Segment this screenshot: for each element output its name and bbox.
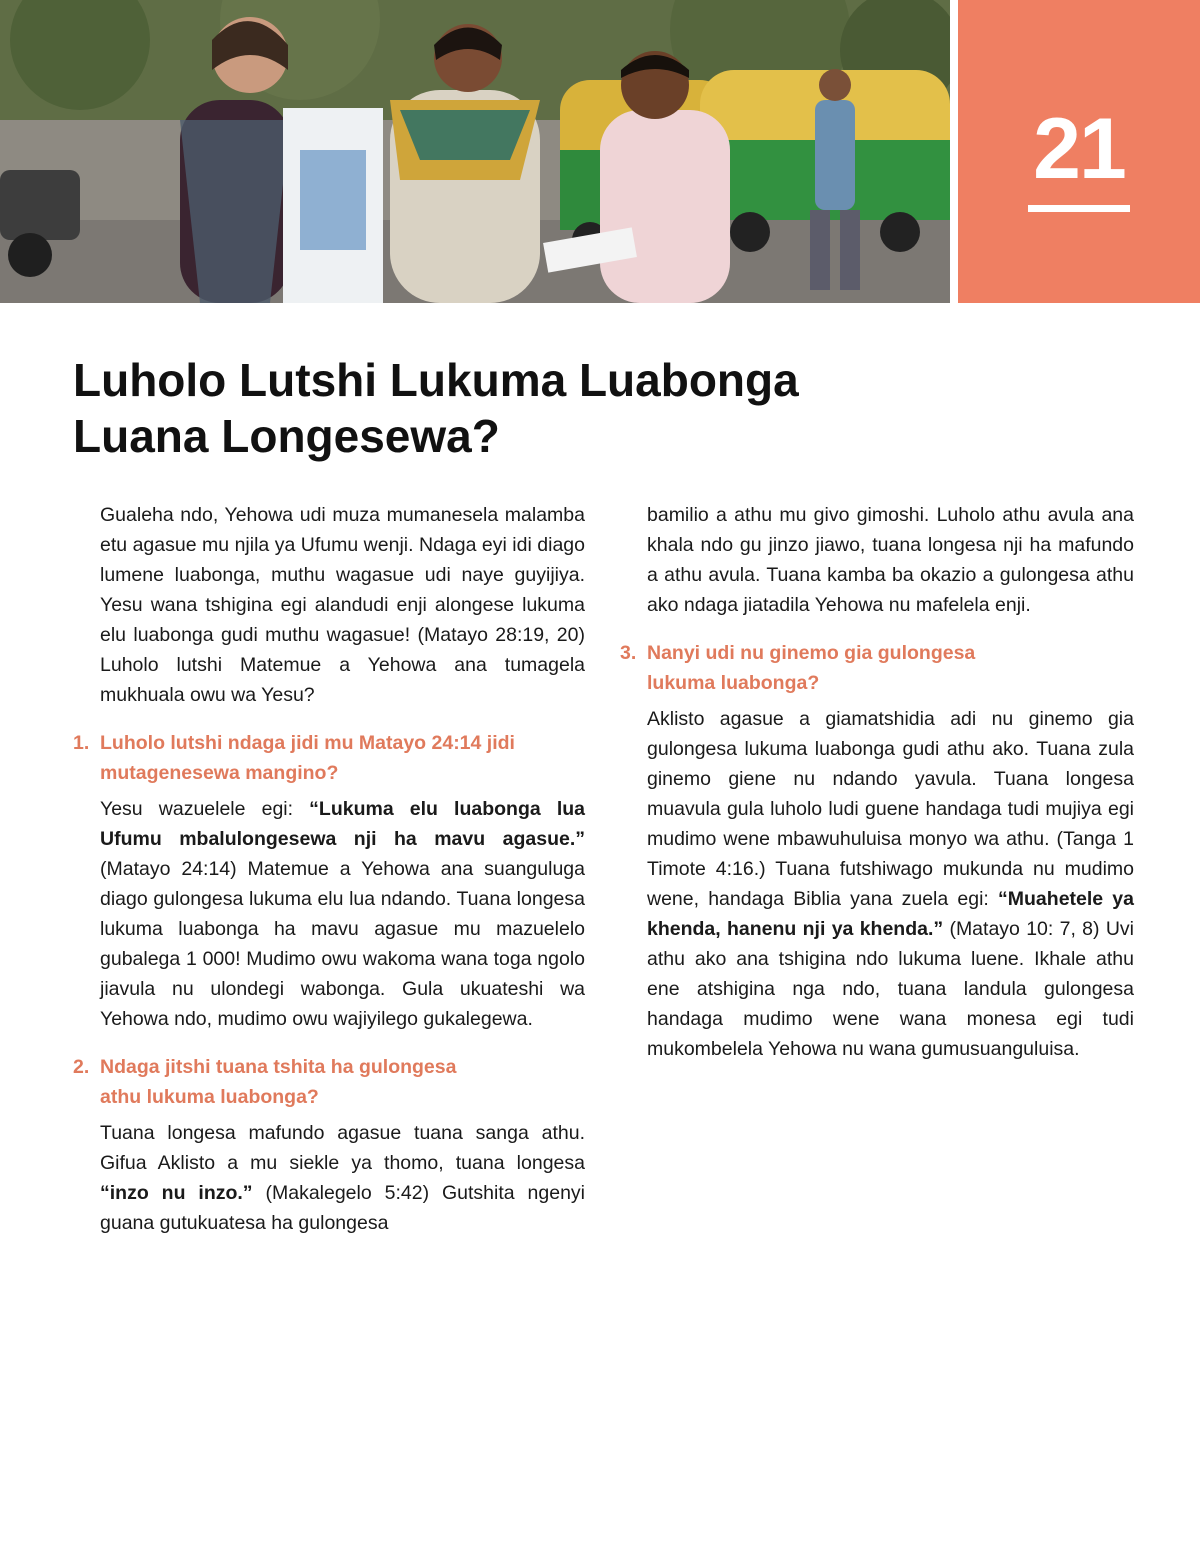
- page-title: [73, 352, 953, 464]
- answer-2-text-a: Tuana longesa mafundo agasue tuana sanga athu. Gifua Aklisto a mu siekle ya thomo, tuana longesa: [100, 1122, 585, 1174]
- street-scene-image: [0, 0, 950, 303]
- answer-2-text-b: (Makalegelo 5:42) Gutshita ngenyi guana gutukuatesa ha gulongesa: [100, 1182, 585, 1234]
- intro-paragraph: Gualeha ndo, Yehowa udi muza mumanesela malamba etu agasue mu njila ya Ufumu wenji. Ndaga eyi idi diago lumene luabonga, muthu wagasue udi naye guyijiya. Yesu wana tshigina egi alandudi enji alongese lukuma elu luabonga gudi muthu wagasue! (Matayo 28:19, 20) Luholo lutshi Matemue a Yehowa ana tumagela mukhuala owu wa Yesu?: [100, 504, 585, 706]
- question-3: [620, 638, 1134, 698]
- answer-3-quote: “Muahetele ya khenda, hanenu nji ya khenda.”: [647, 888, 1135, 940]
- answer-3-paragraph: [620, 704, 1134, 1064]
- question-2-line-1: Ndaga jitshi tuana tshita ha gulongesa: [100, 1056, 457, 1078]
- question-2-line-2: athu lukuma luabonga?: [100, 1086, 319, 1108]
- question-1: [73, 728, 585, 788]
- question-3-line-1: Nanyi udi nu ginemo gia gulongesa: [647, 642, 976, 664]
- question-3-line-2: lukuma luabonga?: [647, 672, 820, 694]
- title-line-1: Luholo Lutshi Lukuma Luabonga: [73, 354, 799, 406]
- answer-3-text-a: Aklisto agasue a giamatshidia adi nu ginemo gia gulongesa lukuma luabonga gudi athu ako. Tuana zula ginemo giene nu ndando yavula. Tuana longesa muavula gula luholo ludi guene handaga tudi mujiya egi mudimo wene mbawuhuluisa monyo wa athu. (Tanga 1 Timote 4:16.) Tuana futshiwago mukunda nu mudimo wene, handaga Biblia yana zuela egi:: [647, 708, 1134, 910]
- chapter-number-box: [958, 0, 1200, 303]
- title-line-2: Luana Longesewa?: [73, 410, 500, 462]
- chapter-number: 21: [1033, 101, 1125, 197]
- question-1-number: 1.: [73, 732, 90, 754]
- answer-2-paragraph: [73, 1118, 585, 1238]
- answer-1-paragraph: [73, 794, 585, 1034]
- right-column: [620, 500, 1134, 1064]
- answer-1-quote: “Lukuma elu luabonga lua Ufumu mbalulongesewa nji ha mavu agasue.”: [100, 798, 586, 850]
- answer-2-continued-paragraph: bamilio a athu mu givo gimoshi. Luholo athu avula ana khala ndo gu jinzo jiawo, tuana longesa nji ha mafundo a athu avula. Tuana kamba ba okazio a gulongesa athu ako ndaga jiatadila Yehowa nu mafelela enji.: [647, 504, 1134, 616]
- answer-1-text-b: (Matayo 24:14) Matemue a Yehowa ana suanguluga diago gulongesa lukuma elu lua ndando. Tuana longesa lukuma luabonga ha mavu agasue mu mazuelelo gubalega 1 000! Mudimo owu wakoma wana toga ngolo jiavula nu ulondegi wabonga. Gula ukuateshi wa Yehowa ndo, mudimo owu wajiyilego gukalegewa.: [100, 858, 585, 1030]
- question-1-line-2: mutagenesewa mangino?: [100, 762, 339, 784]
- question-2: [73, 1052, 585, 1112]
- answer-1-text-a: Yesu wazuelele egi:: [100, 798, 310, 820]
- question-1-line-1: Luholo lutshi ndaga jidi mu Matayo 24:14 jidi: [100, 732, 515, 754]
- header-photo: [0, 0, 950, 303]
- answer-3-text-b: (Matayo 10: 7, 8) Uvi athu ako ana tshigina ndo lukuma luene. Ikhale athu ene atshigina nga ndo, tuana landula gulongesa handaga mudimo wene wana monesa egi tudi mukombelela Yehowa nu wana gumusuanguluisa.: [647, 918, 1134, 1060]
- answer-2-quote: “inzo nu inzo.”: [100, 1182, 253, 1204]
- left-column: [73, 500, 585, 1238]
- question-3-number: 3.: [620, 642, 637, 664]
- question-2-number: 2.: [73, 1056, 90, 1078]
- chapter-rule: [1028, 205, 1130, 212]
